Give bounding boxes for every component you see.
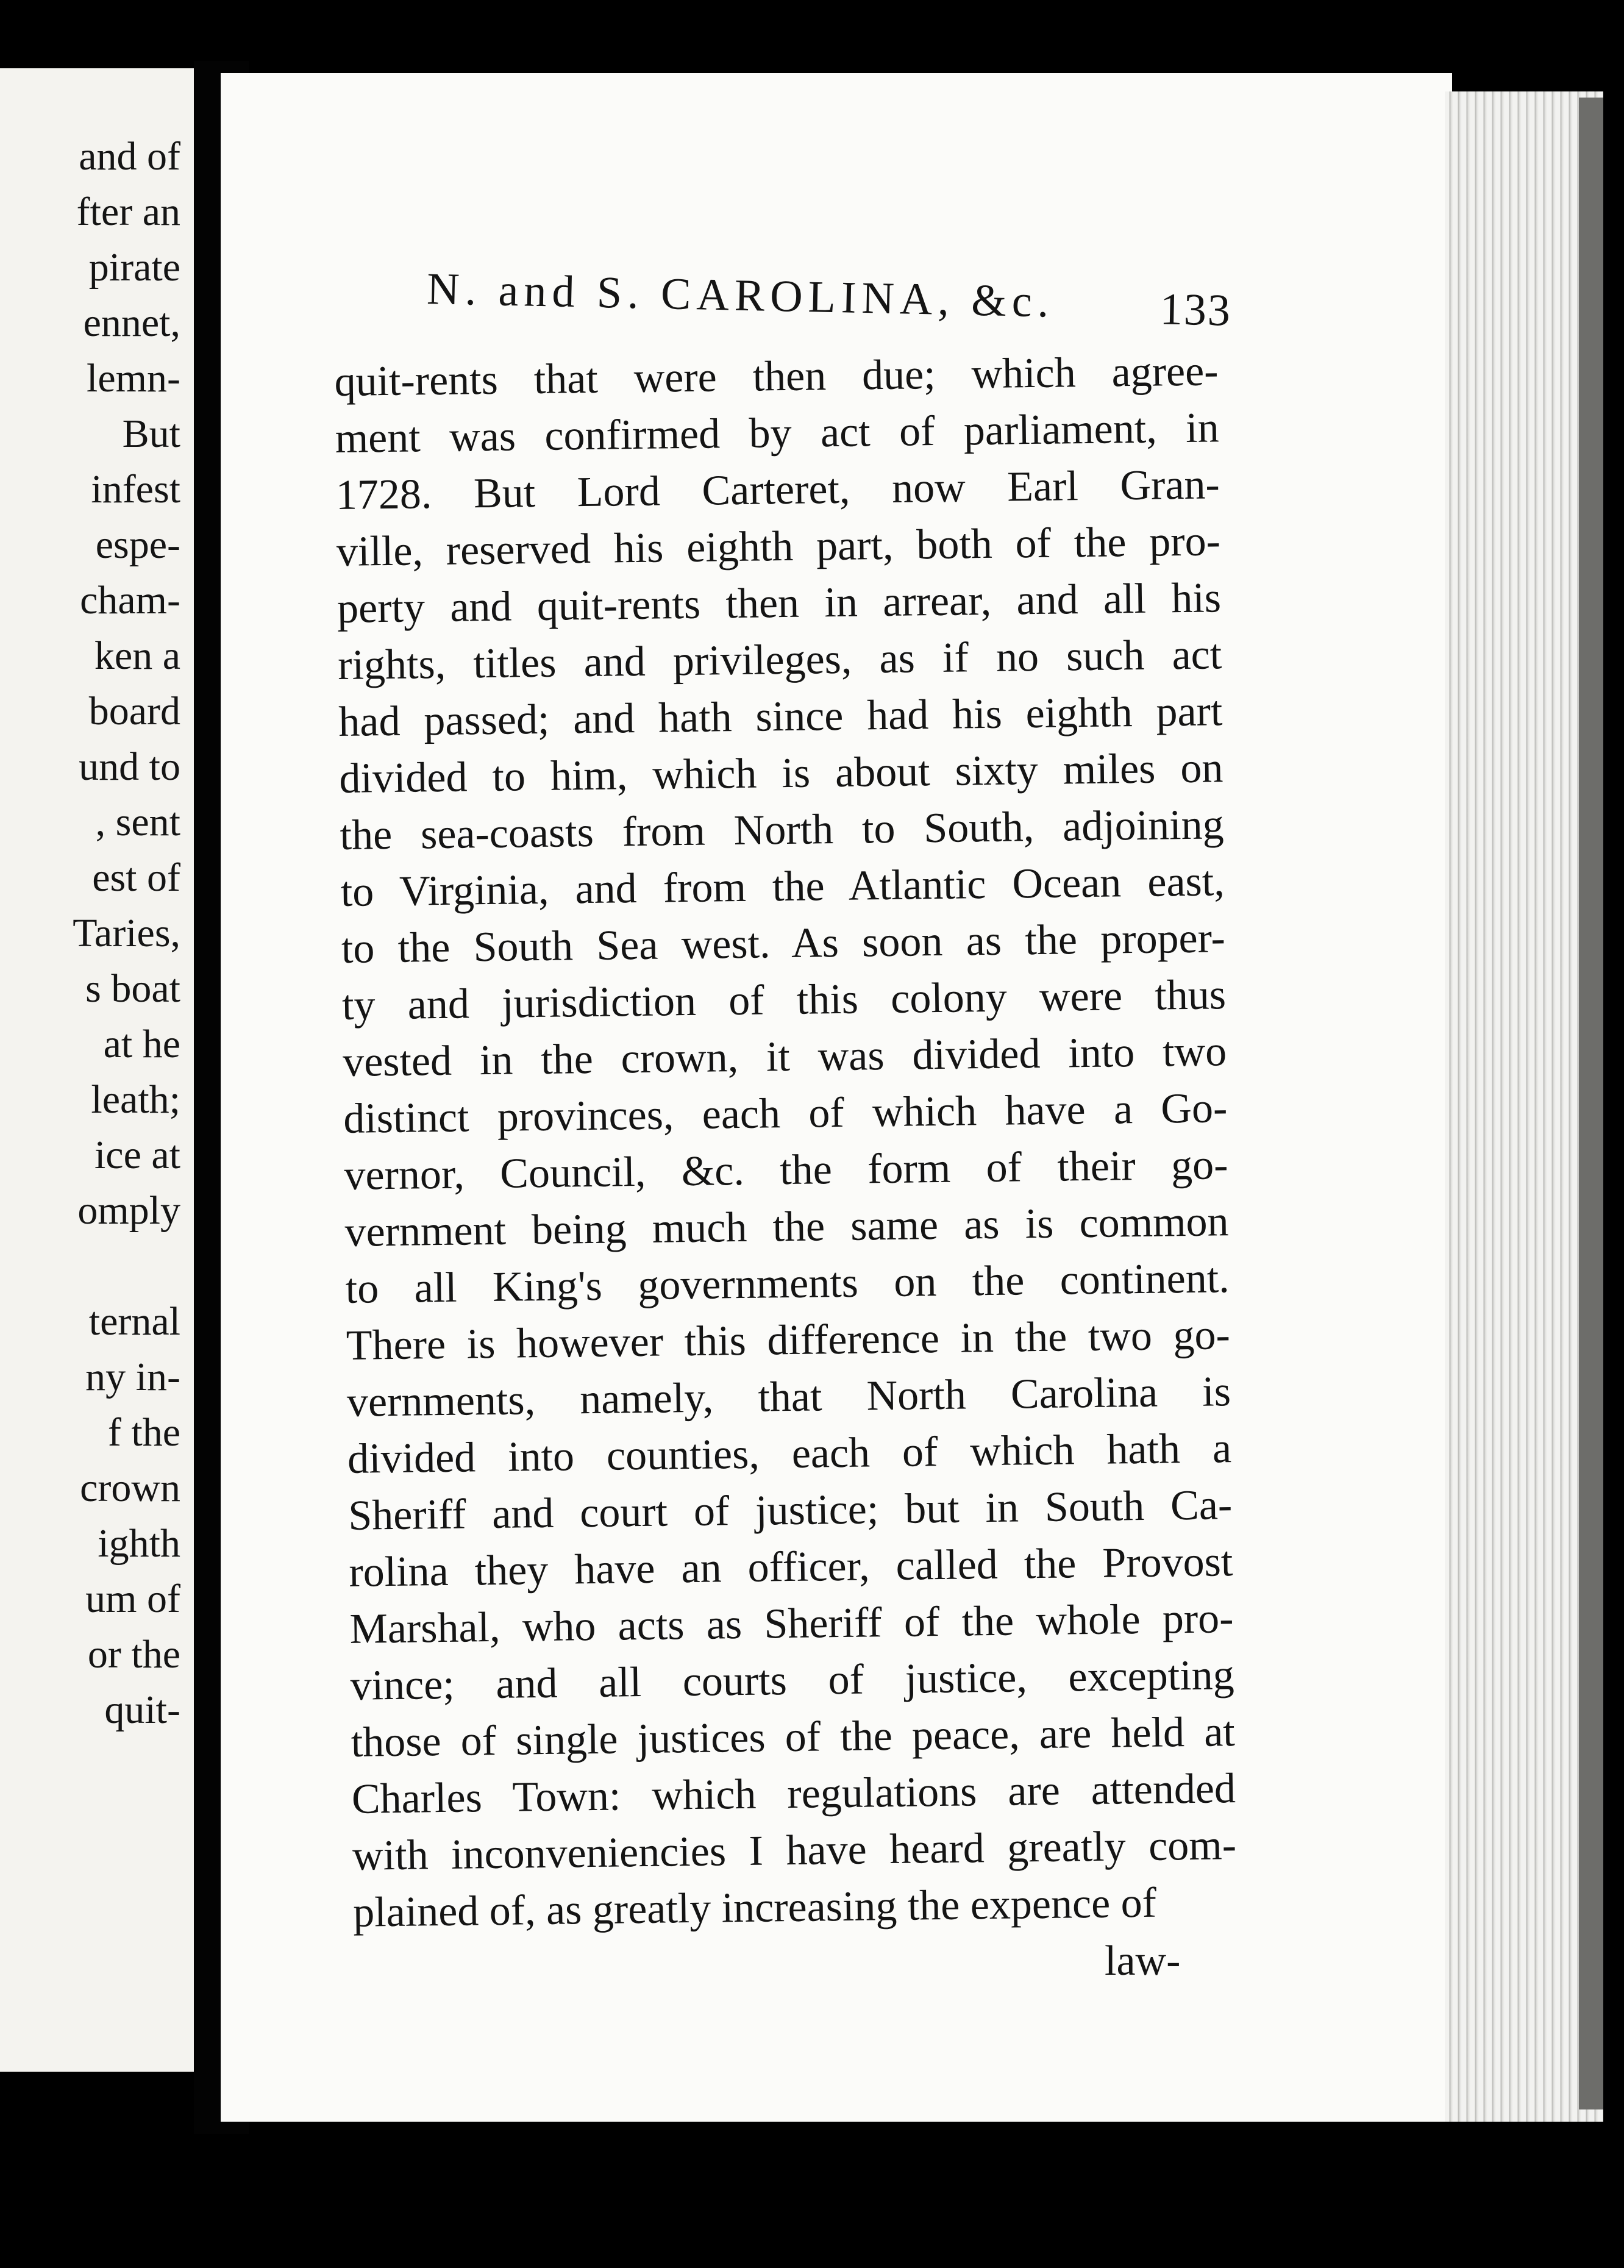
left-page-line: ighth [98, 1521, 180, 1566]
text-line: vernor, Council, &c. the form of their go- [344, 1141, 1228, 1199]
left-page-line: omply [77, 1188, 180, 1233]
text-line: Charles Town: which regulations are attended [351, 1765, 1236, 1823]
text-line: distinct provinces, each of which have a Go- [343, 1085, 1228, 1143]
left-page-line: um of [85, 1577, 180, 1621]
text-line: ty and jurisdiction of this colony were thus [341, 971, 1227, 1029]
left-page-line: est of [92, 855, 180, 900]
left-page-line: und to [79, 744, 180, 789]
left-page-line: at he [103, 1022, 180, 1066]
left-page-line: or the [87, 1632, 180, 1677]
running-head-title: N. and S. CAROLINA, &c. [426, 264, 1055, 327]
text-line: rolina they have an officer, called the Provost [348, 1538, 1233, 1596]
left-page-line: cham- [80, 578, 180, 622]
left-page-line: espe- [95, 522, 180, 567]
left-page-line: , sent [95, 800, 180, 844]
left-page-line: board [88, 689, 180, 733]
body-text [334, 343, 1238, 1941]
text-line: Sheriff and court of justice; but in South Ca- [347, 1482, 1233, 1539]
left-page-line: ternal [88, 1299, 180, 1344]
text-line: 1728. But Lord Carteret, now Earl Gran- [335, 461, 1220, 519]
left-page-line: s boat [85, 966, 180, 1011]
page-edge-shadow [1579, 98, 1603, 2109]
text-line: ment was confirmed by act of parliament, in [335, 404, 1220, 462]
text-line: vernment being much the same as is common [344, 1198, 1229, 1256]
text-line: vernments, namely, that North Carolina is [346, 1368, 1231, 1426]
left-page-line: lemn- [87, 356, 180, 401]
left-page-line: ennet, [83, 301, 180, 345]
left-page-line: infest [91, 467, 180, 512]
left-page-line: quit- [104, 1688, 180, 1732]
left-page-line: pirate [88, 245, 180, 290]
left-page-line: Taries, [73, 911, 180, 955]
left-page-line: ny in- [85, 1355, 180, 1399]
catchword: law- [1105, 1938, 1181, 1984]
text-line: Marshal, who acts as Sheriff of the whole pro- [349, 1595, 1234, 1653]
left-page-line: But [122, 412, 180, 456]
page-number: 133 [1159, 284, 1232, 336]
text-line: plained of, as greatly increasing the expence of [352, 1879, 1157, 1936]
text-line: to all King's governments on the continent. [345, 1255, 1230, 1313]
left-page-line: crown [80, 1466, 180, 1510]
text-line: the sea-coasts from North to South, adjoining [340, 801, 1225, 859]
text-line: to the South Sea west. As soon as the proper- [341, 915, 1226, 972]
text-line: vested in the crown, it was divided into two [342, 1028, 1227, 1086]
left-page [0, 68, 194, 2072]
text-line: divided into counties, each of which hath a [347, 1425, 1232, 1483]
text-line: ville, reserved his eighth part, both of the pro- [336, 518, 1221, 576]
text-line: had passed; and hath since had his eighth part [338, 688, 1223, 746]
left-page-line: f the [107, 1410, 180, 1455]
left-page-line: ice at [94, 1133, 180, 1177]
left-page-line: and of [79, 134, 180, 179]
text-line: to Virginia, and from the Atlantic Ocean east, [340, 858, 1225, 916]
text-line: perty and quit-rents then in arrear, and all his [337, 574, 1222, 632]
text-line: with inconveniencies I have heard greatly com- [352, 1822, 1237, 1880]
text-line: those of single justices of the peace, are held at [351, 1708, 1236, 1766]
text-line: vince; and all courts of justice, excepting [350, 1652, 1235, 1710]
left-page-line: fter an [76, 190, 180, 234]
left-page-line: leath; [91, 1077, 180, 1122]
text-line: divided to him, which is about sixty miles on [339, 744, 1223, 802]
text-line: rights, titles and privileges, as if no such act [337, 631, 1222, 689]
text-line: quit-rents that were then due; which agree- [334, 348, 1219, 405]
text-line: There is however this difference in the two go- [346, 1311, 1231, 1369]
left-page-line: ken a [94, 633, 180, 678]
